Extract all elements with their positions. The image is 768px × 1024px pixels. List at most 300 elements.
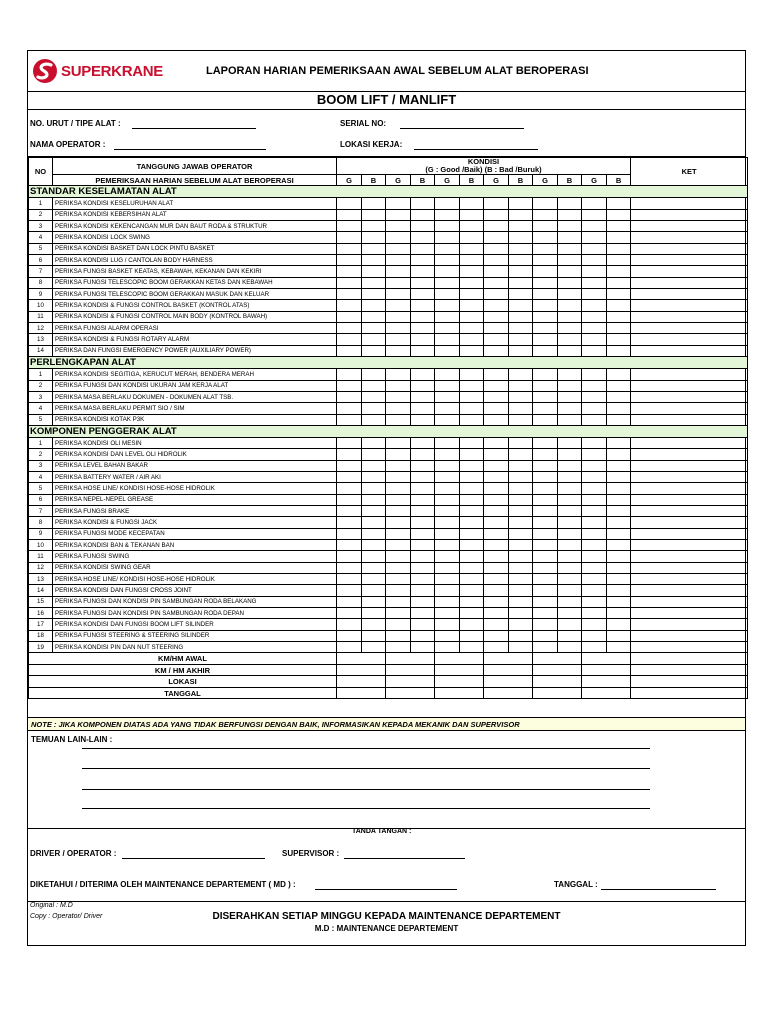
bad-check-cell[interactable]: [558, 483, 582, 494]
summary-day-cell[interactable]: [386, 687, 435, 699]
ket-cell[interactable]: [631, 574, 748, 585]
bad-check-cell[interactable]: [607, 300, 631, 311]
bad-check-cell[interactable]: [558, 517, 582, 528]
bad-check-cell[interactable]: [607, 437, 631, 448]
bad-check-cell[interactable]: [460, 562, 484, 573]
good-check-cell[interactable]: [337, 642, 362, 653]
good-check-cell[interactable]: [533, 345, 558, 356]
good-check-cell[interactable]: [386, 551, 411, 562]
good-check-cell[interactable]: [435, 311, 460, 322]
bad-check-cell[interactable]: [411, 289, 435, 300]
good-check-cell[interactable]: [386, 277, 411, 288]
good-check-cell[interactable]: [435, 505, 460, 516]
bad-check-cell[interactable]: [509, 596, 533, 607]
bad-check-cell[interactable]: [558, 596, 582, 607]
bad-check-cell[interactable]: [411, 323, 435, 334]
ket-cell[interactable]: [631, 619, 748, 630]
summary-ket-cell[interactable]: [631, 676, 748, 688]
ket-cell[interactable]: [631, 494, 748, 505]
good-check-cell[interactable]: [337, 414, 362, 425]
bad-check-cell[interactable]: [558, 539, 582, 550]
bad-check-cell[interactable]: [558, 528, 582, 539]
bad-check-cell[interactable]: [411, 255, 435, 266]
good-check-cell[interactable]: [484, 391, 509, 402]
bad-check-cell[interactable]: [607, 460, 631, 471]
bad-check-cell[interactable]: [411, 449, 435, 460]
bad-check-cell[interactable]: [411, 334, 435, 345]
bad-check-cell[interactable]: [362, 289, 386, 300]
bad-check-cell[interactable]: [460, 505, 484, 516]
bad-check-cell[interactable]: [607, 619, 631, 630]
good-check-cell[interactable]: [582, 437, 607, 448]
summary-day-cell[interactable]: [582, 653, 631, 665]
bad-check-cell[interactable]: [607, 414, 631, 425]
bad-check-cell[interactable]: [509, 221, 533, 232]
good-check-cell[interactable]: [582, 539, 607, 550]
good-check-cell[interactable]: [484, 517, 509, 528]
good-check-cell[interactable]: [533, 551, 558, 562]
no-urut-field[interactable]: [132, 128, 256, 129]
bad-check-cell[interactable]: [460, 619, 484, 630]
bad-check-cell[interactable]: [411, 483, 435, 494]
bad-check-cell[interactable]: [460, 209, 484, 220]
bad-check-cell[interactable]: [558, 403, 582, 414]
good-check-cell[interactable]: [484, 471, 509, 482]
good-check-cell[interactable]: [435, 619, 460, 630]
ket-cell[interactable]: [631, 380, 748, 391]
bad-check-cell[interactable]: [607, 369, 631, 380]
ket-cell[interactable]: [631, 221, 748, 232]
bad-check-cell[interactable]: [509, 345, 533, 356]
good-check-cell[interactable]: [337, 369, 362, 380]
bad-check-cell[interactable]: [411, 380, 435, 391]
bad-check-cell[interactable]: [362, 619, 386, 630]
bad-check-cell[interactable]: [509, 334, 533, 345]
ket-cell[interactable]: [631, 517, 748, 528]
good-check-cell[interactable]: [484, 619, 509, 630]
good-check-cell[interactable]: [533, 596, 558, 607]
ket-cell[interactable]: [631, 209, 748, 220]
ket-cell[interactable]: [631, 323, 748, 334]
good-check-cell[interactable]: [337, 323, 362, 334]
good-check-cell[interactable]: [337, 562, 362, 573]
good-check-cell[interactable]: [337, 300, 362, 311]
bad-check-cell[interactable]: [509, 517, 533, 528]
good-check-cell[interactable]: [533, 494, 558, 505]
good-check-cell[interactable]: [435, 414, 460, 425]
bad-check-cell[interactable]: [460, 574, 484, 585]
bad-check-cell[interactable]: [411, 494, 435, 505]
good-check-cell[interactable]: [435, 494, 460, 505]
good-check-cell[interactable]: [386, 221, 411, 232]
summary-day-cell[interactable]: [484, 664, 533, 676]
good-check-cell[interactable]: [582, 323, 607, 334]
good-check-cell[interactable]: [582, 403, 607, 414]
bad-check-cell[interactable]: [362, 380, 386, 391]
good-check-cell[interactable]: [484, 505, 509, 516]
good-check-cell[interactable]: [484, 345, 509, 356]
bad-check-cell[interactable]: [509, 209, 533, 220]
good-check-cell[interactable]: [484, 630, 509, 641]
bad-check-cell[interactable]: [607, 289, 631, 300]
good-check-cell[interactable]: [582, 608, 607, 619]
bad-check-cell[interactable]: [362, 505, 386, 516]
summary-day-cell[interactable]: [337, 687, 386, 699]
bad-check-cell[interactable]: [362, 449, 386, 460]
ket-cell[interactable]: [631, 255, 748, 266]
good-check-cell[interactable]: [337, 403, 362, 414]
bad-check-cell[interactable]: [362, 311, 386, 322]
good-check-cell[interactable]: [533, 380, 558, 391]
good-check-cell[interactable]: [435, 345, 460, 356]
bad-check-cell[interactable]: [362, 323, 386, 334]
bad-check-cell[interactable]: [607, 345, 631, 356]
good-check-cell[interactable]: [337, 528, 362, 539]
good-check-cell[interactable]: [435, 232, 460, 243]
bad-check-cell[interactable]: [607, 574, 631, 585]
good-check-cell[interactable]: [435, 277, 460, 288]
good-check-cell[interactable]: [337, 209, 362, 220]
good-check-cell[interactable]: [435, 630, 460, 641]
good-check-cell[interactable]: [435, 471, 460, 482]
good-check-cell[interactable]: [533, 266, 558, 277]
good-check-cell[interactable]: [386, 369, 411, 380]
good-check-cell[interactable]: [582, 449, 607, 460]
bad-check-cell[interactable]: [460, 380, 484, 391]
ket-cell[interactable]: [631, 243, 748, 254]
bad-check-cell[interactable]: [362, 243, 386, 254]
bad-check-cell[interactable]: [558, 551, 582, 562]
ket-cell[interactable]: [631, 528, 748, 539]
good-check-cell[interactable]: [435, 574, 460, 585]
ket-cell[interactable]: [631, 460, 748, 471]
good-check-cell[interactable]: [337, 277, 362, 288]
bad-check-cell[interactable]: [558, 243, 582, 254]
bad-check-cell[interactable]: [607, 494, 631, 505]
good-check-cell[interactable]: [582, 300, 607, 311]
bad-check-cell[interactable]: [607, 562, 631, 573]
good-check-cell[interactable]: [337, 437, 362, 448]
bad-check-cell[interactable]: [460, 403, 484, 414]
good-check-cell[interactable]: [337, 380, 362, 391]
summary-day-cell[interactable]: [337, 664, 386, 676]
bad-check-cell[interactable]: [362, 562, 386, 573]
ket-cell[interactable]: [631, 414, 748, 425]
bad-check-cell[interactable]: [460, 528, 484, 539]
good-check-cell[interactable]: [337, 345, 362, 356]
good-check-cell[interactable]: [582, 528, 607, 539]
bad-check-cell[interactable]: [509, 539, 533, 550]
bad-check-cell[interactable]: [558, 471, 582, 482]
bad-check-cell[interactable]: [411, 574, 435, 585]
bad-check-cell[interactable]: [362, 391, 386, 402]
good-check-cell[interactable]: [484, 585, 509, 596]
good-check-cell[interactable]: [582, 630, 607, 641]
good-check-cell[interactable]: [582, 255, 607, 266]
good-check-cell[interactable]: [582, 221, 607, 232]
good-check-cell[interactable]: [386, 630, 411, 641]
good-check-cell[interactable]: [484, 539, 509, 550]
good-check-cell[interactable]: [386, 403, 411, 414]
good-check-cell[interactable]: [533, 221, 558, 232]
ket-cell[interactable]: [631, 391, 748, 402]
good-check-cell[interactable]: [337, 596, 362, 607]
bad-check-cell[interactable]: [411, 562, 435, 573]
good-check-cell[interactable]: [533, 391, 558, 402]
bad-check-cell[interactable]: [460, 198, 484, 209]
ket-cell[interactable]: [631, 585, 748, 596]
bad-check-cell[interactable]: [607, 221, 631, 232]
good-check-cell[interactable]: [337, 311, 362, 322]
ket-cell[interactable]: [631, 300, 748, 311]
good-check-cell[interactable]: [582, 517, 607, 528]
summary-ket-cell[interactable]: [631, 687, 748, 699]
good-check-cell[interactable]: [582, 380, 607, 391]
driver-signature-field[interactable]: [122, 858, 265, 859]
bad-check-cell[interactable]: [607, 551, 631, 562]
good-check-cell[interactable]: [435, 198, 460, 209]
good-check-cell[interactable]: [386, 505, 411, 516]
bad-check-cell[interactable]: [411, 300, 435, 311]
good-check-cell[interactable]: [435, 483, 460, 494]
good-check-cell[interactable]: [337, 574, 362, 585]
bad-check-cell[interactable]: [509, 266, 533, 277]
bad-check-cell[interactable]: [460, 369, 484, 380]
good-check-cell[interactable]: [435, 289, 460, 300]
bad-check-cell[interactable]: [607, 642, 631, 653]
bad-check-cell[interactable]: [607, 505, 631, 516]
good-check-cell[interactable]: [386, 619, 411, 630]
bad-check-cell[interactable]: [460, 483, 484, 494]
good-check-cell[interactable]: [533, 369, 558, 380]
bad-check-cell[interactable]: [509, 437, 533, 448]
bad-check-cell[interactable]: [558, 289, 582, 300]
summary-ket-cell[interactable]: [631, 653, 748, 665]
good-check-cell[interactable]: [533, 574, 558, 585]
bad-check-cell[interactable]: [558, 232, 582, 243]
summary-day-cell[interactable]: [484, 687, 533, 699]
ket-cell[interactable]: [631, 562, 748, 573]
good-check-cell[interactable]: [582, 460, 607, 471]
bad-check-cell[interactable]: [509, 483, 533, 494]
bad-check-cell[interactable]: [362, 574, 386, 585]
bad-check-cell[interactable]: [460, 221, 484, 232]
good-check-cell[interactable]: [435, 562, 460, 573]
good-check-cell[interactable]: [533, 539, 558, 550]
good-check-cell[interactable]: [484, 198, 509, 209]
good-check-cell[interactable]: [582, 574, 607, 585]
bad-check-cell[interactable]: [509, 300, 533, 311]
ket-cell[interactable]: [631, 608, 748, 619]
bad-check-cell[interactable]: [558, 642, 582, 653]
bad-check-cell[interactable]: [558, 345, 582, 356]
bad-check-cell[interactable]: [509, 608, 533, 619]
bad-check-cell[interactable]: [460, 243, 484, 254]
bad-check-cell[interactable]: [558, 369, 582, 380]
good-check-cell[interactable]: [484, 608, 509, 619]
bad-check-cell[interactable]: [607, 277, 631, 288]
ket-cell[interactable]: [631, 289, 748, 300]
bad-check-cell[interactable]: [460, 608, 484, 619]
bad-check-cell[interactable]: [411, 619, 435, 630]
bad-check-cell[interactable]: [362, 232, 386, 243]
bad-check-cell[interactable]: [411, 460, 435, 471]
good-check-cell[interactable]: [484, 232, 509, 243]
good-check-cell[interactable]: [484, 266, 509, 277]
good-check-cell[interactable]: [484, 449, 509, 460]
bad-check-cell[interactable]: [509, 642, 533, 653]
summary-day-cell[interactable]: [582, 687, 631, 699]
good-check-cell[interactable]: [386, 528, 411, 539]
ket-cell[interactable]: [631, 277, 748, 288]
good-check-cell[interactable]: [435, 334, 460, 345]
good-check-cell[interactable]: [337, 221, 362, 232]
good-check-cell[interactable]: [386, 198, 411, 209]
bad-check-cell[interactable]: [411, 266, 435, 277]
good-check-cell[interactable]: [435, 608, 460, 619]
summary-day-cell[interactable]: [582, 676, 631, 688]
bad-check-cell[interactable]: [411, 403, 435, 414]
good-check-cell[interactable]: [533, 471, 558, 482]
good-check-cell[interactable]: [484, 221, 509, 232]
good-check-cell[interactable]: [386, 483, 411, 494]
good-check-cell[interactable]: [582, 369, 607, 380]
bad-check-cell[interactable]: [558, 311, 582, 322]
bad-check-cell[interactable]: [509, 198, 533, 209]
good-check-cell[interactable]: [533, 528, 558, 539]
good-check-cell[interactable]: [386, 209, 411, 220]
good-check-cell[interactable]: [337, 232, 362, 243]
good-check-cell[interactable]: [386, 471, 411, 482]
summary-day-cell[interactable]: [582, 664, 631, 676]
bad-check-cell[interactable]: [509, 585, 533, 596]
summary-day-cell[interactable]: [435, 687, 484, 699]
good-check-cell[interactable]: [484, 300, 509, 311]
bad-check-cell[interactable]: [460, 596, 484, 607]
ket-cell[interactable]: [631, 345, 748, 356]
bad-check-cell[interactable]: [607, 311, 631, 322]
good-check-cell[interactable]: [337, 494, 362, 505]
good-check-cell[interactable]: [533, 198, 558, 209]
good-check-cell[interactable]: [533, 209, 558, 220]
good-check-cell[interactable]: [582, 619, 607, 630]
good-check-cell[interactable]: [582, 391, 607, 402]
good-check-cell[interactable]: [386, 266, 411, 277]
bad-check-cell[interactable]: [411, 471, 435, 482]
good-check-cell[interactable]: [435, 517, 460, 528]
good-check-cell[interactable]: [582, 642, 607, 653]
good-check-cell[interactable]: [484, 243, 509, 254]
good-check-cell[interactable]: [533, 437, 558, 448]
bad-check-cell[interactable]: [558, 266, 582, 277]
good-check-cell[interactable]: [484, 551, 509, 562]
bad-check-cell[interactable]: [509, 323, 533, 334]
summary-day-cell[interactable]: [533, 653, 582, 665]
bad-check-cell[interactable]: [362, 630, 386, 641]
good-check-cell[interactable]: [484, 380, 509, 391]
bad-check-cell[interactable]: [411, 505, 435, 516]
bad-check-cell[interactable]: [362, 369, 386, 380]
good-check-cell[interactable]: [533, 334, 558, 345]
good-check-cell[interactable]: [435, 209, 460, 220]
bad-check-cell[interactable]: [460, 255, 484, 266]
bad-check-cell[interactable]: [607, 243, 631, 254]
bad-check-cell[interactable]: [411, 551, 435, 562]
supervisor-signature-field[interactable]: [344, 858, 465, 859]
bad-check-cell[interactable]: [362, 255, 386, 266]
good-check-cell[interactable]: [582, 596, 607, 607]
ket-cell[interactable]: [631, 266, 748, 277]
good-check-cell[interactable]: [484, 642, 509, 653]
good-check-cell[interactable]: [386, 460, 411, 471]
good-check-cell[interactable]: [484, 323, 509, 334]
good-check-cell[interactable]: [386, 345, 411, 356]
ket-cell[interactable]: [631, 642, 748, 653]
bad-check-cell[interactable]: [509, 403, 533, 414]
bad-check-cell[interactable]: [558, 608, 582, 619]
bad-check-cell[interactable]: [460, 551, 484, 562]
bad-check-cell[interactable]: [558, 323, 582, 334]
bad-check-cell[interactable]: [607, 209, 631, 220]
bad-check-cell[interactable]: [362, 642, 386, 653]
bad-check-cell[interactable]: [558, 277, 582, 288]
ket-cell[interactable]: [631, 449, 748, 460]
good-check-cell[interactable]: [582, 562, 607, 573]
good-check-cell[interactable]: [533, 323, 558, 334]
good-check-cell[interactable]: [386, 323, 411, 334]
bad-check-cell[interactable]: [362, 608, 386, 619]
good-check-cell[interactable]: [484, 289, 509, 300]
good-check-cell[interactable]: [386, 585, 411, 596]
ket-cell[interactable]: [631, 311, 748, 322]
good-check-cell[interactable]: [582, 345, 607, 356]
bad-check-cell[interactable]: [411, 311, 435, 322]
bad-check-cell[interactable]: [362, 345, 386, 356]
good-check-cell[interactable]: [582, 232, 607, 243]
good-check-cell[interactable]: [533, 243, 558, 254]
bad-check-cell[interactable]: [509, 380, 533, 391]
md-signature-field[interactable]: [315, 889, 457, 890]
bad-check-cell[interactable]: [460, 414, 484, 425]
good-check-cell[interactable]: [533, 460, 558, 471]
ket-cell[interactable]: [631, 471, 748, 482]
bad-check-cell[interactable]: [607, 471, 631, 482]
ket-cell[interactable]: [631, 437, 748, 448]
good-check-cell[interactable]: [337, 289, 362, 300]
bad-check-cell[interactable]: [411, 243, 435, 254]
bad-check-cell[interactable]: [558, 209, 582, 220]
bad-check-cell[interactable]: [607, 596, 631, 607]
bad-check-cell[interactable]: [509, 460, 533, 471]
bad-check-cell[interactable]: [362, 414, 386, 425]
good-check-cell[interactable]: [435, 437, 460, 448]
bad-check-cell[interactable]: [509, 311, 533, 322]
good-check-cell[interactable]: [386, 642, 411, 653]
bad-check-cell[interactable]: [362, 221, 386, 232]
summary-day-cell[interactable]: [484, 676, 533, 688]
bad-check-cell[interactable]: [362, 517, 386, 528]
bad-check-cell[interactable]: [460, 471, 484, 482]
good-check-cell[interactable]: [582, 494, 607, 505]
good-check-cell[interactable]: [484, 403, 509, 414]
good-check-cell[interactable]: [582, 414, 607, 425]
temuan-line-3[interactable]: [82, 789, 650, 790]
ket-cell[interactable]: [631, 232, 748, 243]
good-check-cell[interactable]: [484, 574, 509, 585]
good-check-cell[interactable]: [386, 562, 411, 573]
good-check-cell[interactable]: [484, 209, 509, 220]
bad-check-cell[interactable]: [460, 460, 484, 471]
